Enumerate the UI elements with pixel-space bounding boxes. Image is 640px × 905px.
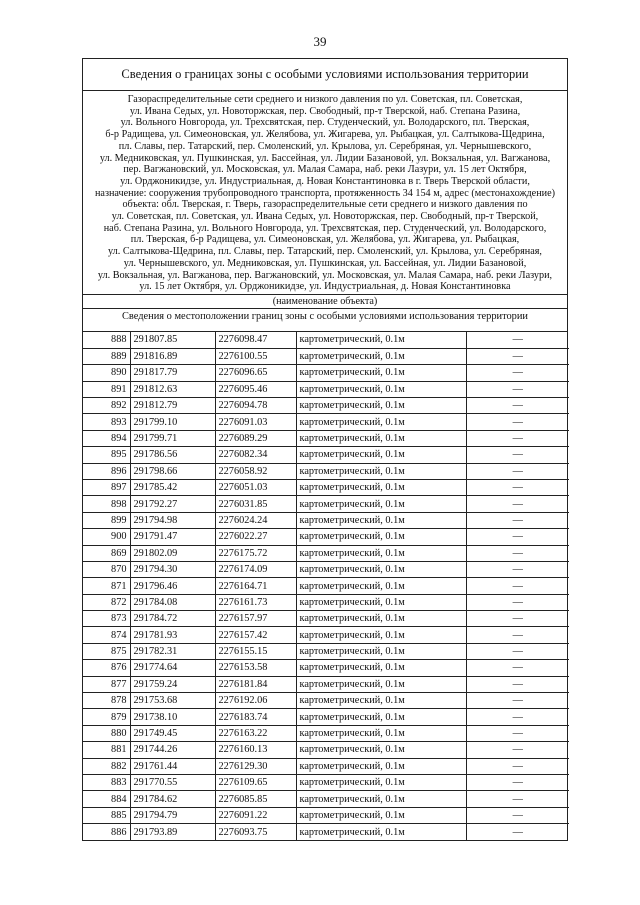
note-cell: — [466,660,569,676]
note-cell: — [466,594,569,610]
table-row [83,496,569,512]
description-line: ул. Вольного Новгорода, ул. Трехсвятская, пер. Студенческий, ул. Володарского, пл. Тверская, [120,117,530,129]
y-coordinate-cell: 2276153.58 [215,660,296,676]
note-cell: — [466,414,569,430]
table-row [83,693,569,709]
accuracy-method-cell: картометрический, 0.1м [296,414,466,430]
y-coordinate-cell: 2276192.06 [215,693,296,709]
x-coordinate-cell: 291782.31 [130,643,215,659]
note-cell: — [466,578,569,594]
point-number-cell: 885 [83,807,130,823]
point-number-cell: 886 [83,824,130,840]
point-number-cell: 874 [83,627,130,643]
description-line: ул. Салтыкова-Щедрина, пл. Славы, пер. Татарский, пер. Смоленский, ул. Крылова, ул. Серебряная, [108,246,542,258]
note-cell: — [466,611,569,627]
x-coordinate-cell: 291759.24 [130,676,215,692]
x-coordinate-cell: 291791.47 [130,529,215,545]
coordinates-table [83,332,569,840]
y-coordinate-cell: 2276183.74 [215,709,296,725]
table-row [83,725,569,741]
accuracy-method-cell: картометрический, 0.1м [296,775,466,791]
x-coordinate-cell: 291796.46 [130,578,215,594]
point-number-cell: 872 [83,594,130,610]
table-row [83,398,569,414]
x-coordinate-cell: 291794.98 [130,512,215,528]
y-coordinate-cell: 2276181.84 [215,676,296,692]
y-coordinate-cell: 2276024.24 [215,512,296,528]
y-coordinate-cell: 2276157.42 [215,627,296,643]
x-coordinate-cell: 291784.72 [130,611,215,627]
note-cell: — [466,676,569,692]
note-cell: — [466,643,569,659]
y-coordinate-cell: 2276161.73 [215,594,296,610]
page-number: 39 [313,34,327,49]
x-coordinate-cell: 291802.09 [130,545,215,561]
description-line: ул. 15 лет Октября, ул. Орджоникидзе, ул. Индустриальная, д. Новая Константиновка [139,281,511,293]
x-coordinate-cell: 291798.66 [130,463,215,479]
point-number-cell: 892 [83,398,130,414]
x-coordinate-cell: 291785.42 [130,479,215,495]
point-number-cell: 895 [83,447,130,463]
x-coordinate-cell: 291781.93 [130,627,215,643]
point-number-cell: 869 [83,545,130,561]
accuracy-method-cell: картометрический, 0.1м [296,463,466,479]
note-cell: — [466,693,569,709]
y-coordinate-cell: 2276175.72 [215,545,296,561]
note-cell: — [466,348,569,364]
table-row [83,381,569,397]
point-number-cell: 883 [83,775,130,791]
x-coordinate-cell: 291799.10 [130,414,215,430]
table-row [83,332,569,348]
note-cell: — [466,332,569,348]
table-row [83,561,569,577]
point-number-cell: 888 [83,332,130,348]
description-line: пл. Славы, пер. Татарский, пер. Смоленский, ул. Крылова, ул. Серебряная, ул. Чернышевского, [118,140,532,152]
note-cell: — [466,709,569,725]
accuracy-method-cell: картометрический, 0.1м [296,791,466,807]
note-cell: — [466,365,569,381]
accuracy-method-cell: картометрический, 0.1м [296,348,466,364]
note-cell: — [466,545,569,561]
note-cell: — [466,824,569,840]
y-coordinate-cell: 2276089.29 [215,430,296,446]
y-coordinate-cell: 2276163.22 [215,725,296,741]
accuracy-method-cell: картометрический, 0.1м [296,709,466,725]
accuracy-method-cell: картометрический, 0.1м [296,512,466,528]
point-number-cell: 900 [83,529,130,545]
table-row [83,479,569,495]
accuracy-method-cell: картометрический, 0.1м [296,496,466,512]
point-number-cell: 884 [83,791,130,807]
table-row [83,512,569,528]
point-number-cell: 889 [83,348,130,364]
y-coordinate-cell: 2276157.97 [215,611,296,627]
note-cell: — [466,430,569,446]
note-cell: — [466,758,569,774]
table-row [83,594,569,610]
accuracy-method-cell: картометрический, 0.1м [296,807,466,823]
description-line: пер. Вагжановский, ул. Московская, ул. Малая Самара, наб. реки Лазури, ул. 15 лет Октября, [123,164,527,176]
accuracy-method-cell: картометрический, 0.1м [296,578,466,594]
accuracy-method-cell: картометрический, 0.1м [296,479,466,495]
point-number-cell: 896 [83,463,130,479]
table-row [83,676,569,692]
y-coordinate-cell: 2276085.85 [215,791,296,807]
x-coordinate-cell: 291784.08 [130,594,215,610]
point-number-cell: 875 [83,643,130,659]
table-row [83,430,569,446]
y-coordinate-cell: 2276022.27 [215,529,296,545]
accuracy-method-cell: картометрический, 0.1м [296,365,466,381]
point-number-cell: 879 [83,709,130,725]
accuracy-method-cell: картометрический, 0.1м [296,430,466,446]
accuracy-method-cell: картометрический, 0.1м [296,398,466,414]
x-coordinate-cell: 291793.89 [130,824,215,840]
description-line: ул. Чернышевского, ул. Медниковская, ул. Пушкинская, ул. Бассейная, ул. Лидии Базановой, [123,257,527,269]
note-cell: — [466,627,569,643]
description-line: б-р Радищева, ул. Симеоновская, ул. Желябова, ул. Жигарева, ул. Рыбацкая, ул. Салтыкова-Щедрина, [105,129,545,141]
x-coordinate-cell: 291784.62 [130,791,215,807]
note-cell: — [466,381,569,397]
accuracy-method-cell: картометрический, 0.1м [296,693,466,709]
y-coordinate-cell: 2276031.85 [215,496,296,512]
x-coordinate-cell: 291792.27 [130,496,215,512]
table-row [83,742,569,758]
table-row [83,791,569,807]
accuracy-method-cell: картометрический, 0.1м [296,725,466,741]
accuracy-method-cell: картометрический, 0.1м [296,660,466,676]
y-coordinate-cell: 2276082.34 [215,447,296,463]
accuracy-method-cell: картометрический, 0.1м [296,381,466,397]
y-coordinate-cell: 2276100.55 [215,348,296,364]
x-coordinate-cell: 291817.79 [130,365,215,381]
x-coordinate-cell: 291799.71 [130,430,215,446]
x-coordinate-cell: 291794.79 [130,807,215,823]
y-coordinate-cell: 2276094.78 [215,398,296,414]
description-line: ул. Вокзальная, ул. Вагжанова, пер. Вагжановский, ул. Московская, ул. Малая Самара, наб. реки Лазури, [97,269,553,281]
table-row [83,807,569,823]
note-cell: — [466,463,569,479]
point-number-cell: 890 [83,365,130,381]
location-section-title: Сведения о местоположении границ зоны с особыми условиями использования территории [83,309,567,332]
table-row [83,463,569,479]
description-line: Газораспределительные сети среднего и низкого давления по ул. Советская, пл. Советская, [127,94,523,105]
table-row [83,709,569,725]
note-cell: — [466,725,569,741]
description-line: пл. Тверская, б-р Радищева, ул. Симеоновская, ул. Желябова, ул. Жигарева, ул. Рыбацкая, [130,234,520,246]
accuracy-method-cell: картометрический, 0.1м [296,545,466,561]
description-line: ул. Советская, пл. Советская, ул. Ивана Седых, ул. Новоторжская, пер. Свободный, пр-т Тверской, [111,211,539,223]
table-row [83,627,569,643]
y-coordinate-cell: 2276058.92 [215,463,296,479]
description-line: объекта: обл. Тверская, г. Тверь, газораспределительные сети среднего и низкого давления по [122,199,528,211]
object-name-caption: (наименование объекта) [83,295,567,309]
point-number-cell: 881 [83,742,130,758]
y-coordinate-cell: 2276155.15 [215,643,296,659]
note-cell: — [466,447,569,463]
object-description [83,91,567,295]
x-coordinate-cell: 291749.45 [130,725,215,741]
point-number-cell: 891 [83,381,130,397]
table-row [83,545,569,561]
y-coordinate-cell: 2276096.65 [215,365,296,381]
table-row [83,660,569,676]
note-cell: — [466,496,569,512]
point-number-cell: 870 [83,561,130,577]
x-coordinate-cell: 291753.68 [130,693,215,709]
y-coordinate-cell: 2276109.65 [215,775,296,791]
point-number-cell: 898 [83,496,130,512]
point-number-cell: 871 [83,578,130,594]
y-coordinate-cell: 2276091.03 [215,414,296,430]
y-coordinate-cell: 2276095.46 [215,381,296,397]
point-number-cell: 897 [83,479,130,495]
y-coordinate-cell: 2276164.71 [215,578,296,594]
y-coordinate-cell: 2276174.09 [215,561,296,577]
description-line: ул. Ивана Седых, ул. Новоторжская, пер. Свободный, пр-т Тверской, наб. Степана Разина, [129,105,521,117]
x-coordinate-cell: 291794.30 [130,561,215,577]
x-coordinate-cell: 291744.26 [130,742,215,758]
zone-info-frame [82,58,568,841]
accuracy-method-cell: картометрический, 0.1м [296,447,466,463]
note-cell: — [466,512,569,528]
description-line: наб. Степана Разина, ул. Вольного Новгорода, ул. Трехсвятская, пер. Студенческий, ул. Володарского, [103,222,547,234]
accuracy-method-cell: картометрический, 0.1м [296,824,466,840]
table-row [83,758,569,774]
note-cell: — [466,775,569,791]
x-coordinate-cell: 291770.55 [130,775,215,791]
x-coordinate-cell: 291738.10 [130,709,215,725]
table-row [83,529,569,545]
note-cell: — [466,529,569,545]
accuracy-method-cell: картометрический, 0.1м [296,643,466,659]
accuracy-method-cell: картометрический, 0.1м [296,561,466,577]
x-coordinate-cell: 291786.56 [130,447,215,463]
note-cell: — [466,398,569,414]
note-cell: — [466,791,569,807]
point-number-cell: 873 [83,611,130,627]
accuracy-method-cell: картометрический, 0.1м [296,742,466,758]
point-number-cell: 882 [83,758,130,774]
point-number-cell: 880 [83,725,130,741]
description-line: ул. Медниковская, ул. Пушкинская, ул. Бассейная, ул. Лидии Базановой, ул. Вокзальная, ул. Вагжанова, [99,152,551,164]
table-row [83,643,569,659]
point-number-cell: 878 [83,693,130,709]
note-cell: — [466,742,569,758]
y-coordinate-cell: 2276098.47 [215,332,296,348]
table-row [83,824,569,840]
x-coordinate-cell: 291812.79 [130,398,215,414]
x-coordinate-cell: 291812.63 [130,381,215,397]
y-coordinate-cell: 2276129.30 [215,758,296,774]
table-row [83,611,569,627]
accuracy-method-cell: картометрический, 0.1м [296,676,466,692]
accuracy-method-cell: картометрический, 0.1м [296,627,466,643]
table-row [83,348,569,364]
x-coordinate-cell: 291816.89 [130,348,215,364]
y-coordinate-cell: 2276093.75 [215,824,296,840]
accuracy-method-cell: картометрический, 0.1м [296,611,466,627]
point-number-cell: 876 [83,660,130,676]
y-coordinate-cell: 2276160.13 [215,742,296,758]
accuracy-method-cell: картометрический, 0.1м [296,529,466,545]
point-number-cell: 877 [83,676,130,692]
table-row [83,578,569,594]
accuracy-method-cell: картометрический, 0.1м [296,332,466,348]
table-row [83,365,569,381]
table-row [83,447,569,463]
accuracy-method-cell: картометрический, 0.1м [296,758,466,774]
point-number-cell: 899 [83,512,130,528]
description-line: назначение: сооружения трубопроводного транспорта, протяженность 34 154 м, адрес (местонахождение) [94,187,556,199]
note-cell: — [466,561,569,577]
table-row [83,775,569,791]
x-coordinate-cell: 291807.85 [130,332,215,348]
document-title: Сведения о границах зоны с особыми условиями использования территории [83,59,567,91]
description-line: ул. Орджоникидзе, ул. Индустриальная, д. Новая Константиновка в г. Тверь Тверской области, [120,175,530,187]
note-cell: — [466,807,569,823]
y-coordinate-cell: 2276051.03 [215,479,296,495]
point-number-cell: 894 [83,430,130,446]
note-cell: — [466,479,569,495]
table-row [83,414,569,430]
x-coordinate-cell: 291761.44 [130,758,215,774]
x-coordinate-cell: 291774.64 [130,660,215,676]
y-coordinate-cell: 2276091.22 [215,807,296,823]
point-number-cell: 893 [83,414,130,430]
accuracy-method-cell: картометрический, 0.1м [296,594,466,610]
